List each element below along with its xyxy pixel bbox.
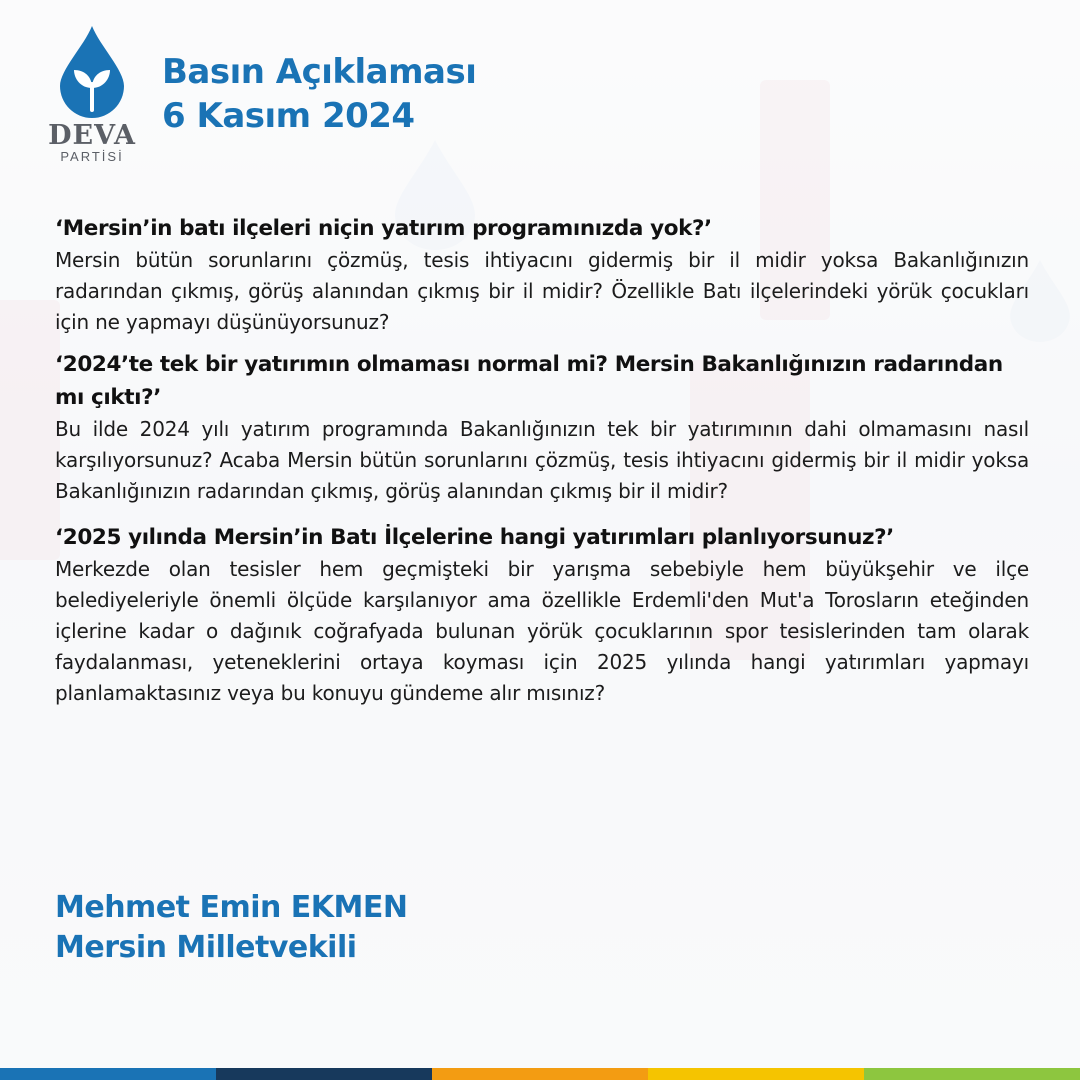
deva-logo <box>44 26 140 172</box>
color-stripe <box>0 1068 1080 1080</box>
stripe-segment <box>216 1068 432 1080</box>
logo-wordmark: DEVA <box>48 120 136 151</box>
paragraph: Bu ilde 2024 yılı yatırım programında Bakanlığınızın tek bir yatırımının dahi olmamasını nasıl karşılıyorsunuz? Acaba Mersin bütün sorunlarını çözmüş, tesis ihtiyacını gidermiş bir il midir yoksa Bakanlığınızın radarından çıkmış, görüş alanından çıkmış bir il midir? <box>55 417 1029 503</box>
paragraph: Merkezde olan tesisler hem geçmişteki bir yarışma sebebiyle hem büyükşehir ve ilçe belediyeleriyle önemli ölçüde karşılanıyor ama özellikle Erdemli'den Mut'a Torosların eteğinden içlerine kadar o dağınık coğrafyada bulunan yörük çocuklarının spor tesislerinden tam olarak faydalanması, yeteneklerini ortaya koyması için 2025 yılında hangi yatırımları yapmayı planlamaktasınız veya bu konuyu gündeme alır mısınız? <box>55 557 1029 705</box>
logo-subtitle: PARTİSİ <box>60 149 124 164</box>
signatory-name: Mehmet Emin EKMEN <box>55 890 408 925</box>
signature <box>55 888 407 968</box>
question-heading: ‘2024’te tek bir yatırımın olmaması normal mi? Mersin Bakanlığınızın radarından mı çıktı?’ <box>55 352 1003 410</box>
document-type: Basın Açıklaması <box>162 52 477 92</box>
paragraph: Mersin bütün sorunlarını çözmüş, tesis ihtiyacını gidermiş bir il midir yoksa Bakanlığınızın radarından çıkmış, görüş alanından çıkmış bir il midir? Özellikle Batı ilçelerindeki yörük çocukları için ne yapmayı düşünüyorsunuz? <box>55 248 1029 334</box>
signatory-title: Mersin Milletvekili <box>55 930 357 965</box>
stripe-segment <box>432 1068 648 1080</box>
stripe-segment <box>864 1068 1080 1080</box>
question-heading: ‘2025 yılında Mersin’in Batı İlçelerine hangi yatırımları planlıyorsunuz?’ <box>55 525 894 550</box>
water-drop-icon <box>60 26 124 118</box>
document-date: 6 Kasım 2024 <box>162 96 415 136</box>
statement-body <box>55 212 1029 709</box>
question-heading: ‘Mersin’in batı ilçeleri niçin yatırım programınızda yok?’ <box>55 216 712 241</box>
stripe-segment <box>648 1068 864 1080</box>
header <box>162 50 476 138</box>
stripe-segment <box>0 1068 216 1080</box>
